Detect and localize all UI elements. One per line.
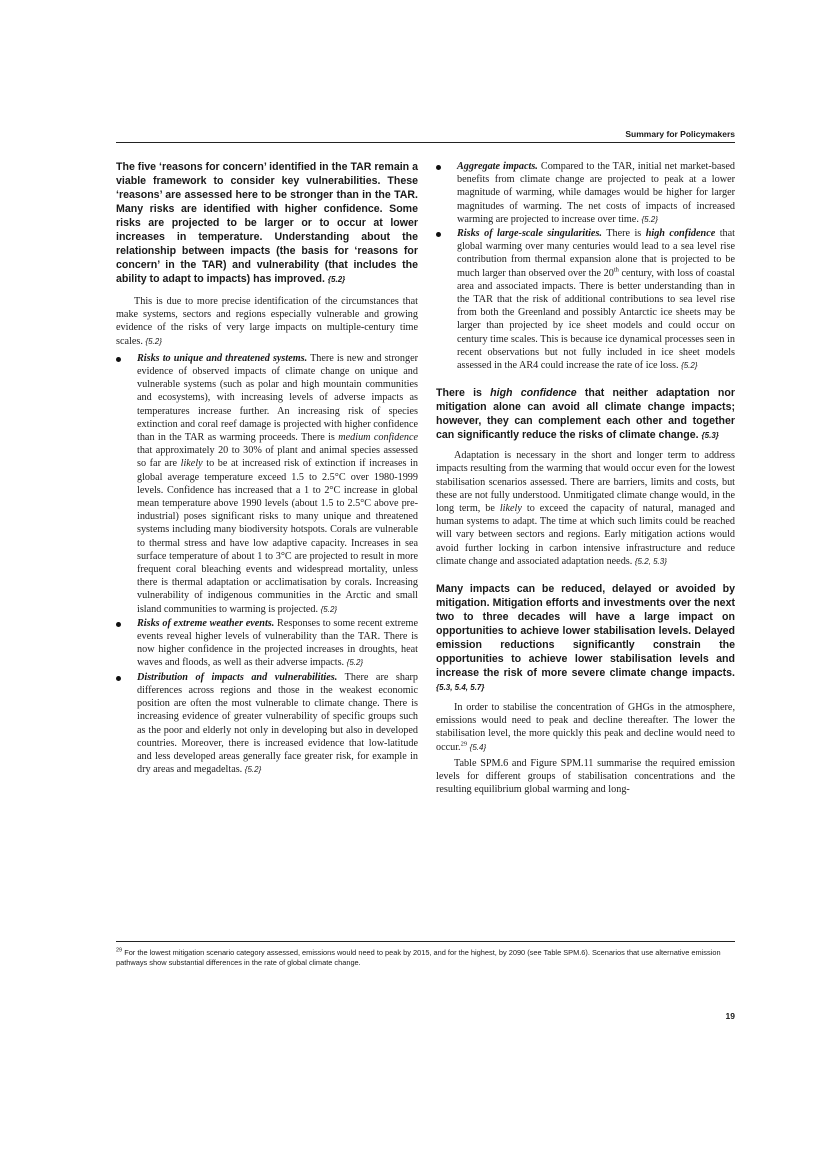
bullet-extreme-weather: [116, 617, 418, 670]
bullet-heading: Risks of extreme weather events.: [137, 617, 275, 629]
footnote-marker: 29: [460, 740, 468, 748]
footnote-text: For the lowest mitigation scenario category assessed, emissions would need to peak by 2015, and for the highest, by 2090 (see Table SPM.6). Scenarios that use alternative emission pathways show substantial differences in the rate of global climate change.: [116, 948, 721, 967]
bullet-icon: [116, 622, 121, 627]
bullet-heading: Distribution of impacts and vulnerabilities.: [137, 671, 338, 683]
bullet-text: to be at increased risk of extinction if increases in global average temperature exceed 1.5 to 2.5°C over 1980-1999 levels. Confidence has increased that a 1 to 2°C increase in global mean temperature above 1990 levels (about 1.5 to 2.5°C above pre-industrial) poses significant risks to many unique and threatened systems including many biodiversity hotspots. Corals are vulnerable to thermal stress and have low adaptive capacity. Increases in sea surface temperature of about 1 to 3°C are projected to result in more frequent coral bleaching events and widespread mortality, unless there is thermal adaptation or acclimatisation by corals. Increasing vulnerability of indigenous communities in the Arctic and small island communities to warming is projected.: [137, 458, 419, 615]
section-emphasis: high confidence: [490, 387, 577, 400]
bullet-text: There is: [606, 228, 642, 240]
bullet-ref: {5.2}: [346, 658, 364, 668]
bullet-icon: [436, 232, 441, 237]
running-header: Summary for Policymakers: [625, 129, 735, 139]
right-column: [436, 160, 735, 797]
section-text: Many impacts can be reduced, delayed or avoided by mitigation. Mitigation efforts and investments over the next two to three decades will have a large impact on opportunities to achieve lower stabilisation levels. Delayed emission reductions significantly constrain the opportunities to achieve lower stabilisation levels and increase the risk of more severe climate change impacts.: [436, 583, 735, 680]
bullet-heading: Risks of large-scale singularities.: [457, 228, 602, 240]
section-ref: {5.3}: [701, 431, 719, 441]
paragraph-adaptation: [436, 449, 735, 568]
paragraph-ref: {5.2}: [145, 336, 162, 346]
footnote-rule: [116, 941, 735, 942]
bullet-icon: [116, 357, 121, 362]
bullet-text: that global warming over many centuries would lead to a sea level rise contribution from thermal expansion alone that is projected to be much larger than observed over the 20: [457, 228, 735, 279]
paragraph-text: Table SPM.6 and Figure SPM.11 summarise the required emission levels for different groups of stabilisation concentrations and the resulting equilibrium global warming and long-: [436, 757, 735, 796]
bullet-text: There is new and stronger evidence of observed impacts of climate change on unique and vulnerable systems (such as polar and high mountain communities and ecosystems), with increasing levels of adverse impacts as temperatures increase further. An increasing risk of species extinction and coral reef damage is projected with higher confidence than in the TAR as warming proceeds. There is: [137, 352, 418, 444]
paragraph-ref: {5.4}: [469, 742, 487, 752]
bullet-icon: [436, 165, 441, 170]
paragraph-stabilise: [436, 701, 735, 754]
bullet-distribution: [116, 671, 418, 777]
paragraph-text: In order to stabilise the concentration of GHGs in the atmosphere, emissions would need to peak and decline thereafter. The lower the stabilisation level, the more quickly this peak and decline would need to occur.: [436, 702, 735, 753]
section-mitigation-impacts: [436, 582, 735, 695]
paragraph-emphasis: likely: [499, 503, 522, 515]
intro-ref: {5.2}: [327, 275, 346, 284]
section-ref: {5.3, 5.4, 5.7}: [436, 683, 485, 693]
reasons-list-left: [116, 352, 418, 777]
footnote: [116, 948, 735, 968]
bullet-heading: Risks to unique and threatened systems.: [137, 352, 308, 364]
superscript: th: [613, 266, 619, 274]
intro-statement: [116, 160, 418, 287]
header-rule: [116, 142, 735, 143]
page-number: 19: [725, 1011, 735, 1021]
bullet-text: There are sharp differences across regions and those in the weakest economic position are often the most vulnerable to climate change. There is increasing evidence of greater vulnerability of specific groups such as the poor and elderly not only in developing but also in developed countries. Moreover, there is increased evidence that low-latitude and less developed areas generally face greater risk, for example in dry areas and megadeltas.: [137, 671, 418, 776]
bullet-ref: {5.2}: [681, 361, 698, 371]
bullet-ref: {5.2}: [320, 604, 338, 614]
paragraph-circumstances: [116, 295, 418, 348]
paragraph-table-spm6: [436, 757, 735, 797]
intro-text: The five ‘reasons for concern’ identified in the TAR remain a viable framework to consider key vulnerabilities. These ‘reasons’ are assessed here to be stronger than in the TAR. Many risks are identified with higher confidence. Some risks are projected to be larger or to occur at lower increases in temperature. Understanding about the relationship between impacts (the basis for ‘reasons for concern’ in the TAR) and vulnerability (that includes the ability to adapt to impacts) has improved.: [116, 161, 418, 285]
bullet-ref: {5.2}: [641, 214, 658, 224]
bullet-heading: Aggregate impacts.: [457, 161, 538, 172]
bullet-text: century, with loss of coastal area and associated impacts. There is better understanding than in the TAR that the risk of additional contributions to sea level rise from both the Greenland and possibly Antarctic ice sheets may be larger than projected by ice sheet models and could occur on century time scales. This is because ice dynamical processes seen in recent observations but not fully included in ice sheet models assessed in the AR4 could increase the rate of ice loss.: [457, 267, 735, 372]
bullet-emphasis: likely: [180, 458, 203, 470]
bullet-aggregate-impacts: [436, 160, 735, 226]
left-column: [116, 160, 418, 777]
bullet-text: that approximately 20 to 30% of plant and animal species assessed so far are: [137, 445, 418, 470]
bullet-icon: [116, 676, 121, 681]
bullet-emphasis: high confidence: [645, 228, 716, 240]
bullet-emphasis: medium confidence: [338, 432, 418, 444]
bullet-singularities: [436, 227, 735, 372]
bullet-text: Responses to some recent extreme events reveal higher levels of vulnerability than the TAR. There is now higher confidence in the projected increases in droughts, heat waves and floods, as well as their adverse impacts.: [137, 617, 418, 669]
reasons-list-right: [436, 160, 735, 372]
paragraph-text: Adaptation is necessary in the short and longer term to address impacts resulting from the warming that would occur even for the lowest stabilisation scenarios assessed. There are barriers, limits and costs, but these are not fully understood. Unmitigated climate change would, in the long term, be: [436, 450, 735, 515]
footnote-number: 29: [116, 947, 123, 954]
section-adaptation-mitigation: [436, 386, 735, 443]
bullet-text: Compared to the TAR, initial net market-based benefits from climate change are projected to peak at a lower magnitude of warming, while damages would be higher for larger magnitudes of warming. The net costs of impacts of increased warming are projected to increase over time.: [457, 161, 735, 225]
section-text: that neither adaptation nor mitigation alone can avoid all climate change impacts; however, they can complement each other and together can significantly reduce the risks of climate change.: [436, 387, 735, 442]
section-text: There is: [436, 387, 482, 400]
bullet-unique-systems: [116, 352, 418, 616]
bullet-ref: {5.2}: [244, 765, 262, 775]
paragraph-ref: {5.2, 5.3}: [634, 556, 667, 566]
paragraph-text: This is due to more precise identification of the circumstances that make systems, sectors and regions especially vulnerable and growing evidence of the risks of very large impacts on multiple-century time scales.: [116, 296, 418, 347]
paragraph-text: to exceed the capacity of natural, managed and human systems to adapt. The time at which such limits could be reached will vary between sectors and regions. Early mitigation actions would avoid further locking in carbon intensive infrastructure and reduce climate change and associated adaptation needs.: [436, 503, 735, 567]
